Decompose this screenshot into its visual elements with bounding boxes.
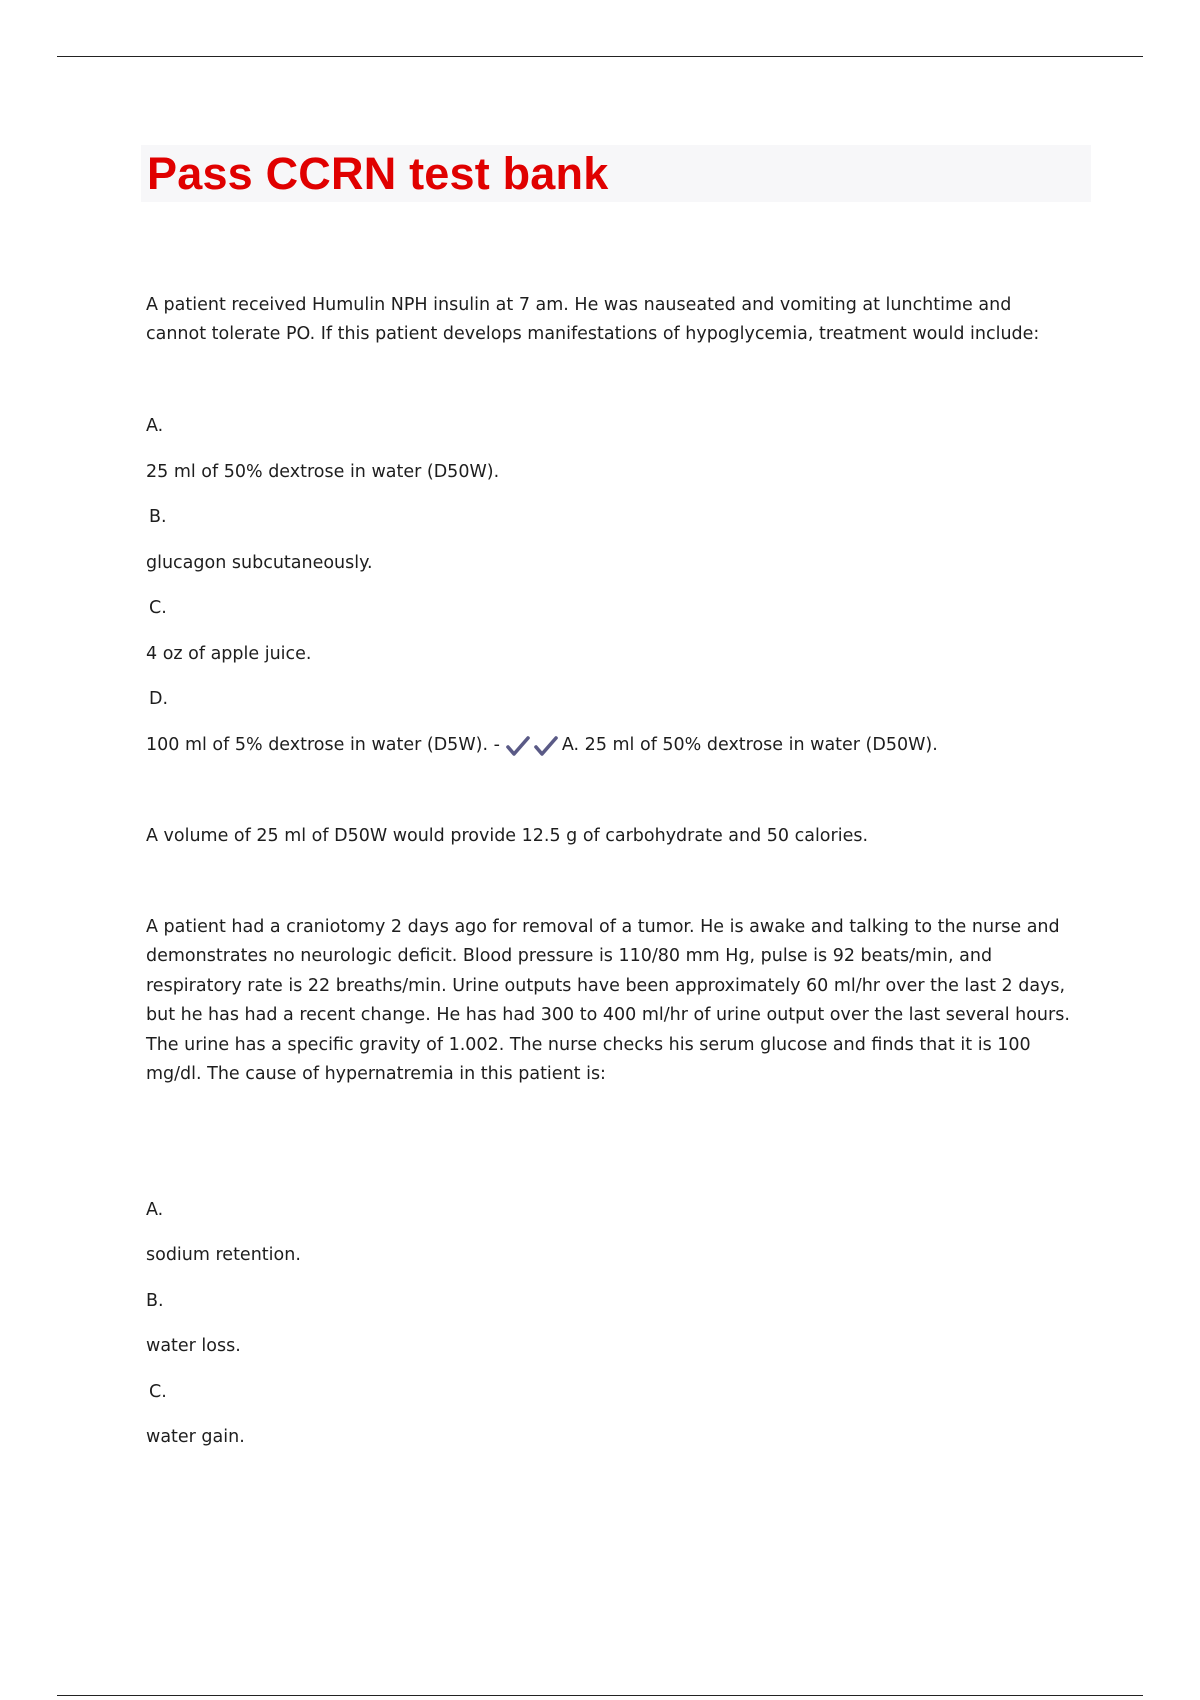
question-2-option-b-text: water loss. bbox=[146, 1336, 241, 1356]
question-1-option-c-text: 4 oz of apple juice. bbox=[146, 644, 312, 664]
question-1-option-b-text: glucagon subcutaneously. bbox=[146, 553, 373, 573]
document-title: Pass CCRN test bank bbox=[147, 148, 609, 199]
question-2-option-b-letter: B. bbox=[146, 1291, 164, 1311]
footer-rule bbox=[57, 1695, 1143, 1696]
question-2-option-c-text: water gain. bbox=[146, 1427, 245, 1447]
question-1-option-a-text: 25 ml of 50% dextrose in water (D50W). bbox=[146, 462, 500, 482]
check-icon bbox=[506, 735, 530, 757]
question-2-stem-line-5: The urine has a specific gravity of 1.002. The nurse checks his serum glucose and finds that it is 100 bbox=[146, 1035, 1031, 1055]
question-1-option-d-letter: D. bbox=[149, 689, 169, 709]
question-1-answer-line bbox=[146, 731, 938, 760]
question-2-stem-line-3: respiratory rate is 22 breaths/min. Urine outputs have been approximately 60 ml/hr over the last 2 days, bbox=[146, 976, 1066, 996]
question-1-option-d-text: 100 ml of 5% dextrose in water (D5W). - bbox=[146, 735, 500, 755]
question-1-stem-line-2: cannot tolerate PO. If this patient develops manifestations of hypoglycemia, treatment would include: bbox=[146, 324, 1040, 344]
question-2-stem-line-4: but he has had a recent change. He has had 300 to 400 ml/hr of urine output over the last several hours. bbox=[146, 1005, 1070, 1025]
question-2-option-a-text: sodium retention. bbox=[146, 1245, 301, 1265]
question-1-rationale: A volume of 25 ml of D50W would provide 12.5 g of carbohydrate and 50 calories. bbox=[146, 826, 869, 846]
question-1-option-b-letter: B. bbox=[149, 507, 167, 527]
question-2-stem-line-2: demonstrates no neurologic deficit. Blood pressure is 110/80 mm Hg, pulse is 92 beats/min, and bbox=[146, 946, 993, 966]
question-1-answer: A. 25 ml of 50% dextrose in water (D50W). bbox=[561, 735, 938, 755]
question-2-option-a-letter: A. bbox=[146, 1200, 164, 1220]
header-rule bbox=[57, 56, 1143, 57]
check-icon bbox=[534, 735, 558, 757]
question-1-stem-line-1: A patient received Humulin NPH insulin at 7 am. He was nauseated and vomiting at lunchtime and bbox=[146, 295, 1012, 315]
question-2-option-c-letter: C. bbox=[149, 1382, 167, 1402]
question-2-stem-line-6: mg/dl. The cause of hypernatremia in this patient is: bbox=[146, 1064, 606, 1084]
question-1-option-a-letter: A. bbox=[146, 416, 164, 436]
question-2-stem-line-1: A patient had a craniotomy 2 days ago for removal of a tumor. He is awake and talking to the nurse and bbox=[146, 917, 1060, 937]
question-1-option-c-letter: C. bbox=[149, 598, 167, 618]
